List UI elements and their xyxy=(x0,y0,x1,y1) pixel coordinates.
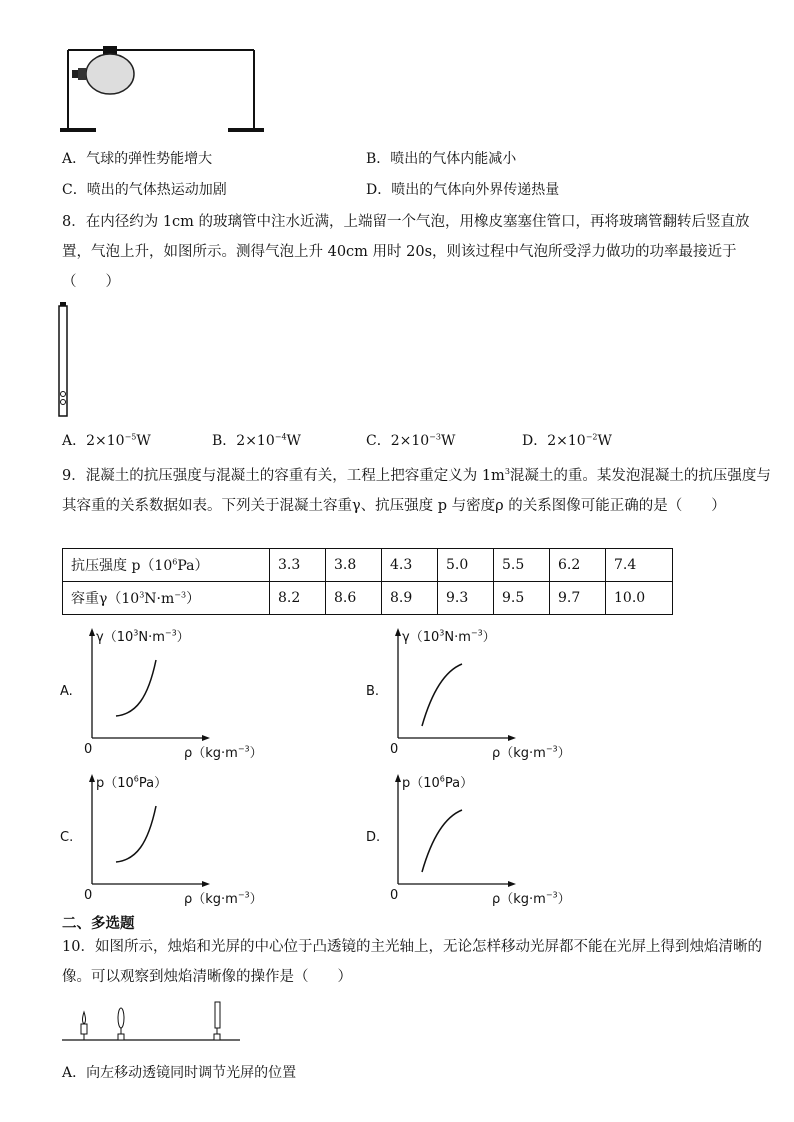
q7-option-b[interactable]: B．喷出的气体内能减小 xyxy=(366,151,517,167)
glass-tube-figure xyxy=(56,302,72,422)
curve-concave-down xyxy=(422,810,462,872)
y-axis-label: $\gamma(10^3N\cdot m^{-3})$ xyxy=(96,628,190,645)
table-cell: 9.5 xyxy=(494,582,550,615)
table-cell: 6.2 xyxy=(550,549,606,582)
strength-density-table xyxy=(62,548,673,615)
y-axis-label: $p(10^6Pa)$ xyxy=(96,774,168,791)
q8-option-a[interactable]: A．$2\times 10^{-5}W$ xyxy=(62,432,151,449)
table-cell: 9.3 xyxy=(438,582,494,615)
curve-concave-up xyxy=(116,660,156,716)
table-cell: 8.2 xyxy=(270,582,326,615)
q8-option-b[interactable]: B．$2\times 10^{-4}W$ xyxy=(212,432,301,449)
q10-option-a[interactable]: A．向左移动透镜同时调节光屏的位置 xyxy=(62,1065,297,1081)
q7-option-c[interactable]: C．喷出的气体热运动加剧 xyxy=(62,182,227,198)
graph-axes xyxy=(86,624,216,754)
graph-axes xyxy=(392,770,522,900)
graph-axes xyxy=(392,624,522,754)
graph-option-d[interactable] xyxy=(364,770,594,907)
curve-concave-up xyxy=(116,806,156,862)
row-label-density: 容重$\gamma(10^3N\cdot m^{-3})$ xyxy=(63,582,270,615)
graph-axes xyxy=(86,770,216,900)
table-cell: 9.7 xyxy=(550,582,606,615)
table-cell: 3.3 xyxy=(270,549,326,582)
table-cell: 4.3 xyxy=(382,549,438,582)
x-axis-label: $\rho(kg\cdot m^{-3})$ xyxy=(184,890,263,907)
q8-option-d[interactable]: D．$2\times 10^{-2}W$ xyxy=(522,432,612,449)
candle-lens-screen-figure xyxy=(62,1000,252,1052)
q9-question-text: 9．混凝土的抗压强度与混凝土的容重有关，工程上把容重定义为 $1m^3$混凝土的重。某发泡混凝土的抗压强度与其容重的关系数据如表。下列关于混凝土容重γ、抗压强度 p 与密度ρ 的关系图像可能正确的是（ ） xyxy=(62,467,771,514)
table-cell: 8.9 xyxy=(382,582,438,615)
x-axis-label: $\rho(kg\cdot m^{-3})$ xyxy=(492,744,571,761)
x-axis-label: $\rho(kg\cdot m^{-3})$ xyxy=(184,744,263,761)
graph-letter: A. xyxy=(60,684,73,699)
table-cell: 3.8 xyxy=(326,549,382,582)
graph-letter: C. xyxy=(60,830,74,845)
q8-question-text: 8．在内径约为 1cm 的玻璃管中注水近满，上端留一个气泡，用橡皮塞塞住管口，再将玻璃管翻转后竖直放置，气泡上升，如图所示。测得气泡上升 40cm 用时 20s，则该过程中气泡所受浮力做功的功率最接近于（ ） xyxy=(62,214,750,290)
q7-option-a[interactable]: A．气球的弹性势能增大 xyxy=(62,151,213,167)
y-axis-label: $p(10^6Pa)$ xyxy=(402,774,474,791)
x-axis-label: $\rho(kg\cdot m^{-3})$ xyxy=(492,890,571,907)
origin-label: 0 xyxy=(390,888,399,903)
origin-label: 0 xyxy=(390,742,399,757)
balloon-figure xyxy=(58,40,268,139)
y-axis-label: $\gamma(10^3N\cdot m^{-3})$ xyxy=(402,628,496,645)
q10-question-text: 10．如图所示，烛焰和光屏的中心位于凸透镜的主光轴上，无论怎样移动光屏都不能在光屏上得到烛焰清晰的像。可以观察到烛焰清晰像的操作是（ ） xyxy=(62,939,762,985)
graph-option-b[interactable] xyxy=(364,624,594,761)
graph-option-a[interactable] xyxy=(58,624,288,761)
origin-label: 0 xyxy=(84,742,93,757)
q7-option-d[interactable]: D．喷出的气体向外界传递热量 xyxy=(366,182,560,198)
origin-label: 0 xyxy=(84,888,93,903)
table-row xyxy=(63,549,673,582)
curve-concave-down xyxy=(422,664,462,726)
table-cell: 7.4 xyxy=(606,549,673,582)
row-label-strength: 抗压强度 $p(10^6Pa)$ xyxy=(63,549,270,582)
graph-letter: B. xyxy=(366,684,380,699)
table-cell: 5.5 xyxy=(494,549,550,582)
graph-option-c[interactable] xyxy=(58,770,288,907)
table-row xyxy=(63,582,673,615)
graph-letter: D. xyxy=(366,830,381,845)
table-cell: 5.0 xyxy=(438,549,494,582)
table-cell: 8.6 xyxy=(326,582,382,615)
section-heading: 二、多选题 xyxy=(62,916,135,932)
q8-option-c[interactable]: C．$2\times 10^{-3}W$ xyxy=(366,432,456,449)
table-cell: 10.0 xyxy=(606,582,673,615)
